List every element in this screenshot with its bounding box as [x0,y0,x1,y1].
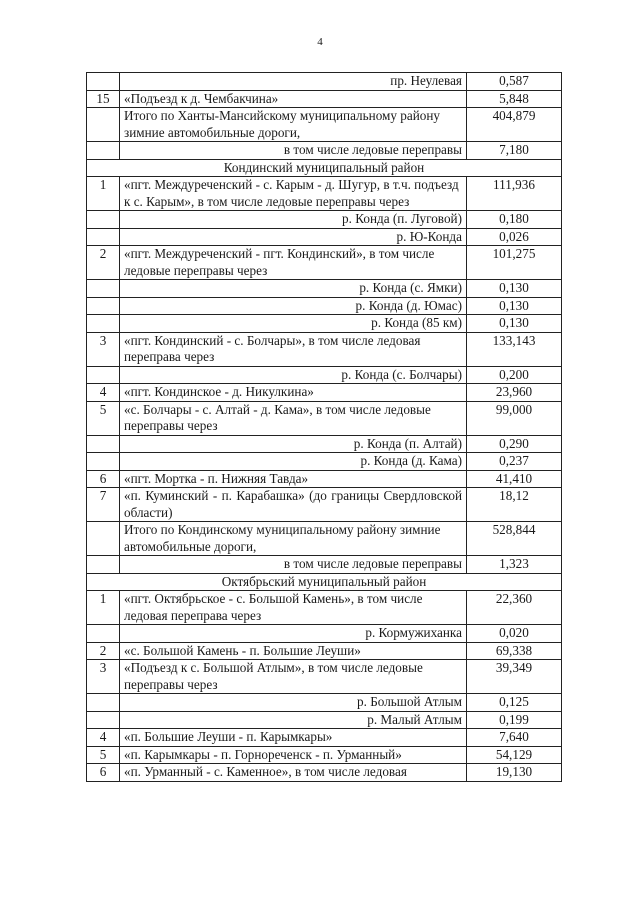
row-number: 6 [87,470,120,488]
row-number [87,315,120,333]
road-name: «пгт. Кондинское - д. Никулкина» [120,384,467,402]
table-row [87,177,562,211]
crossing-name: р. Конда (д. Юмас) [120,297,467,315]
crossing-row [87,711,562,729]
crossing-row [87,142,562,160]
length-value: 39,349 [467,660,562,694]
row-number [87,366,120,384]
crossing-row [87,228,562,246]
district-name: Кондинский муниципальный район [87,159,562,177]
crossing-row [87,366,562,384]
length-value: 69,338 [467,642,562,660]
length-value: 111,936 [467,177,562,211]
row-number [87,280,120,298]
row-number [87,435,120,453]
length-value: 0,180 [467,211,562,229]
road-name: Итого по Ханты-Мансийскому муниципальному району зимние автомобильные дороги, [120,108,467,142]
length-value: 99,000 [467,401,562,435]
crossing-name: р. Конда (85 км) [120,315,467,333]
row-number [87,711,120,729]
length-value: 0,130 [467,280,562,298]
length-value: 7,640 [467,729,562,747]
crossing-row [87,625,562,643]
row-number [87,108,120,142]
district-header-row [87,159,562,177]
row-number [87,522,120,556]
road-name: «пгт. Мортка - п. Нижняя Тавда» [120,470,467,488]
length-value: 0,290 [467,435,562,453]
district-header-row [87,573,562,591]
table-row [87,522,562,556]
table-row [87,729,562,747]
row-number: 4 [87,729,120,747]
road-name: «п. Урманный - с. Каменное», в том числе ледовая [120,764,467,782]
road-name: «п. Большие Леуши - п. Карымкары» [120,729,467,747]
crossing-name: р. Конда (с. Ямки) [120,280,467,298]
crossing-name: р. Малый Атлым [120,711,467,729]
table-row [87,660,562,694]
table-row [87,470,562,488]
length-value: 101,275 [467,246,562,280]
row-number: 7 [87,488,120,522]
road-name: «п. Карымкары - п. Горнореченск - п. Урманный» [120,746,467,764]
row-number: 1 [87,177,120,211]
crossing-name: р. Большой Атлым [120,694,467,712]
road-name: «Подъезд к д. Чембакчина» [120,90,467,108]
row-number: 5 [87,746,120,764]
crossing-name: р. Кормужиханка [120,625,467,643]
crossing-row [87,315,562,333]
table-row [87,384,562,402]
row-number: 4 [87,384,120,402]
winter-roads-table [86,72,562,782]
row-number: 1 [87,591,120,625]
table-row [87,90,562,108]
district-name: Октябрьский муниципальный район [87,573,562,591]
crossing-name: р. Конда (п. Алтай) [120,435,467,453]
length-value: 23,960 [467,384,562,402]
crossing-name: в том числе ледовые переправы [120,556,467,574]
row-number [87,211,120,229]
length-value: 1,323 [467,556,562,574]
road-name: «п. Куминский - п. Карабашка» (до границы Свердловской области) [120,488,467,522]
row-number: 3 [87,332,120,366]
crossing-row [87,211,562,229]
length-value: 54,129 [467,746,562,764]
road-name: «с. Большой Камень - п. Большие Леуши» [120,642,467,660]
length-value: 133,143 [467,332,562,366]
table-row [87,746,562,764]
length-value: 0,125 [467,694,562,712]
crossing-row [87,556,562,574]
length-value: 41,410 [467,470,562,488]
table-row [87,401,562,435]
table-row [87,246,562,280]
crossing-name: р. Ю-Конда [120,228,467,246]
row-number: 15 [87,90,120,108]
road-name: «пгт. Междуреченский - пгт. Кондинский», в том числе ледовые переправы через [120,246,467,280]
road-name: «пгт. Кондинский - с. Болчары», в том числе ледовая переправа через [120,332,467,366]
length-value: 0,237 [467,453,562,471]
crossing-row [87,280,562,298]
crossing-row [87,694,562,712]
road-name: «пгт. Междуреченский - с. Карым - д. Шугур, в т.ч. подъезд к с. Карым», в том числе ледовые переправы через [120,177,467,211]
length-value: 19,130 [467,764,562,782]
length-value: 404,879 [467,108,562,142]
crossing-row [87,297,562,315]
row-number [87,142,120,160]
table-row [87,591,562,625]
row-number [87,73,120,91]
row-number [87,625,120,643]
crossing-name: в том числе ледовые переправы [120,142,467,160]
row-number [87,228,120,246]
row-number: 2 [87,246,120,280]
table-row [87,764,562,782]
crossing-name: р. Конда (с. Болчары) [120,366,467,384]
crossing-name: пр. Неулевая [120,73,467,91]
row-number: 5 [87,401,120,435]
length-value: 0,020 [467,625,562,643]
row-number [87,556,120,574]
row-number: 3 [87,660,120,694]
road-name: Итого по Кондинскому муниципальному району зимние автомобильные дороги, [120,522,467,556]
length-value: 0,026 [467,228,562,246]
road-name: «Подъезд к с. Большой Атлым», в том числе ледовые переправы через [120,660,467,694]
row-number [87,453,120,471]
table-row [87,642,562,660]
row-number [87,297,120,315]
length-value: 22,360 [467,591,562,625]
crossing-name: р. Конда (д. Кама) [120,453,467,471]
crossing-row [87,453,562,471]
length-value: 0,130 [467,297,562,315]
road-name: «с. Болчары - с. Алтай - д. Кама», в том числе ледовые переправы через [120,401,467,435]
table-row [87,108,562,142]
length-value: 7,180 [467,142,562,160]
length-value: 18,12 [467,488,562,522]
length-value: 0,199 [467,711,562,729]
road-name: «пгт. Октябрьское - с. Большой Камень», в том числе ледовая переправа через [120,591,467,625]
row-number: 6 [87,764,120,782]
page-number: 4 [317,36,323,48]
table-row [87,332,562,366]
crossing-row [87,73,562,91]
length-value: 0,130 [467,315,562,333]
table-row [87,488,562,522]
length-value: 0,200 [467,366,562,384]
table-body [87,73,562,782]
crossing-name: р. Конда (п. Луговой) [120,211,467,229]
length-value: 0,587 [467,73,562,91]
length-value: 528,844 [467,522,562,556]
row-number [87,694,120,712]
length-value: 5,848 [467,90,562,108]
row-number: 2 [87,642,120,660]
crossing-row [87,435,562,453]
